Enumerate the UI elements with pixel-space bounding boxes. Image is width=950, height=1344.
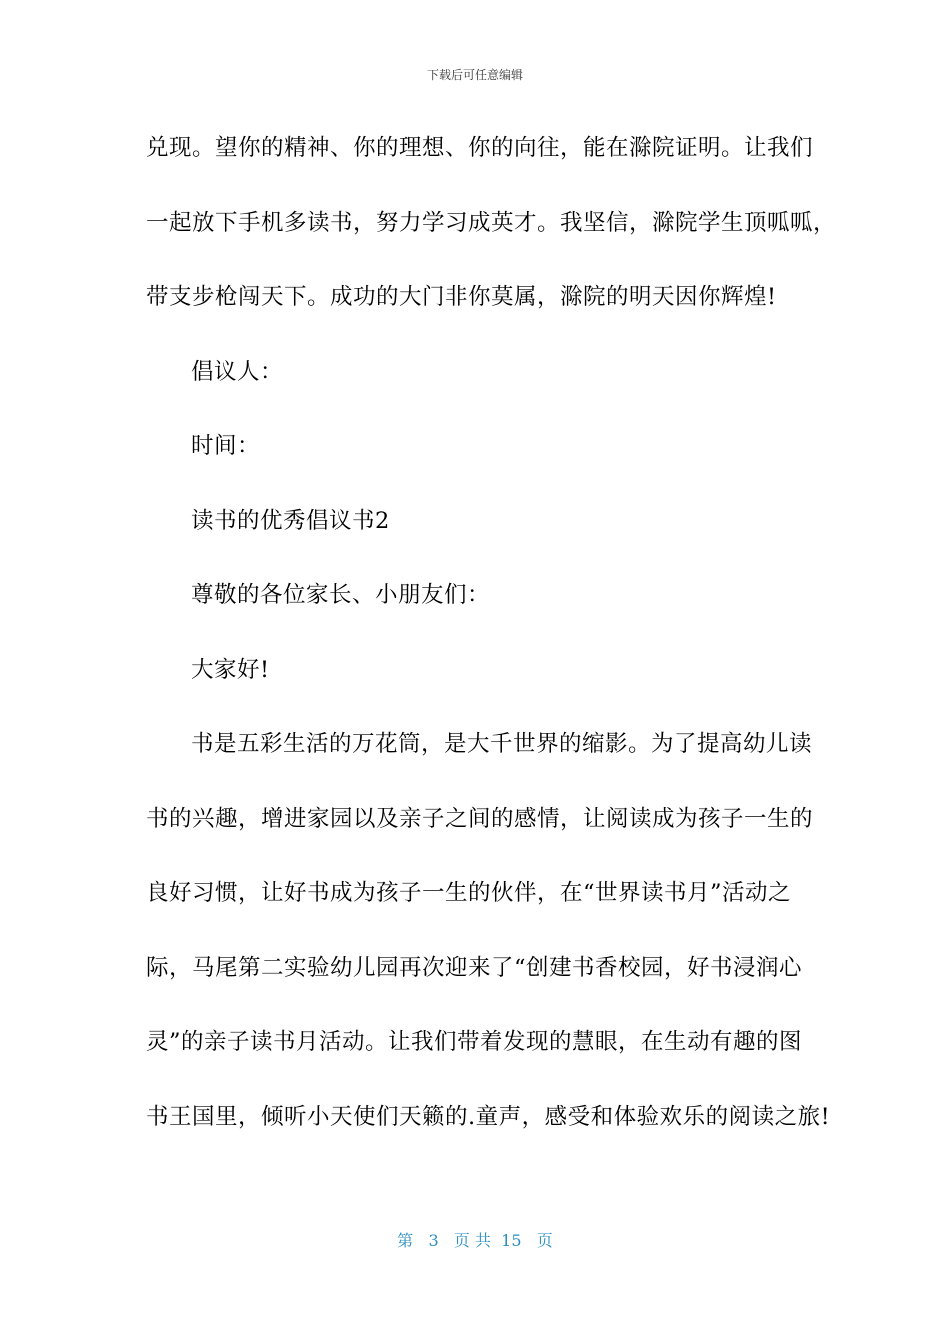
body-line: 书是五彩生活的万花筒，是大千世界的缩影。为了提高幼儿读 [191, 731, 813, 757]
proposer-label: 倡议人： [191, 358, 284, 385]
footer-middle: 页 共 [453, 1231, 491, 1250]
document-body [146, 128, 837, 1171]
salutation: 尊敬的各位家长、小朋友们： [191, 582, 491, 608]
section-title: 读书的优秀倡议书2 [191, 507, 390, 534]
body-line: 际，马尾第二实验幼儿园再次迎来了“创建书香校园，好书浸润心 [146, 954, 803, 981]
footer-suffix: 页 [536, 1231, 553, 1250]
header-text: 下载后可任意编辑 [426, 68, 523, 82]
time-label: 时间： [191, 433, 261, 459]
body-line: 灵”的亲子读书月活动。让我们带着发现的慧眼，在生动有趣的图 [146, 1029, 803, 1055]
body-line: 书王国里，倾听小天使们天籁的.童声，感受和体验欢乐的阅读之旅! [146, 1103, 831, 1130]
total-pages-number: 15 [501, 1231, 522, 1250]
page-header [0, 66, 950, 83]
greeting: 大家好! [191, 656, 270, 683]
body-line: 书的兴趣，增进家园以及亲子之间的感情，让阅读成为孩子一生的 [146, 805, 814, 832]
page-footer [0, 1228, 950, 1251]
body-line: 一起放下手机多读书，努力学习成英才。我坚信，滁院学生顶呱呱， [146, 209, 837, 236]
current-page-number: 3 [428, 1231, 439, 1250]
footer-prefix: 第 [397, 1231, 414, 1250]
body-line: 兑现。望你的精神、你的理想、你的向往，能在滁院证明。让我们 [146, 135, 814, 161]
body-line: 良好习惯，让好书成为孩子一生的伙伴，在“世界读书月”活动之 [146, 880, 792, 906]
body-line: 带支步枪闯天下。成功的大门非你莫属，滁院的明天因你辉煌! [146, 284, 777, 310]
